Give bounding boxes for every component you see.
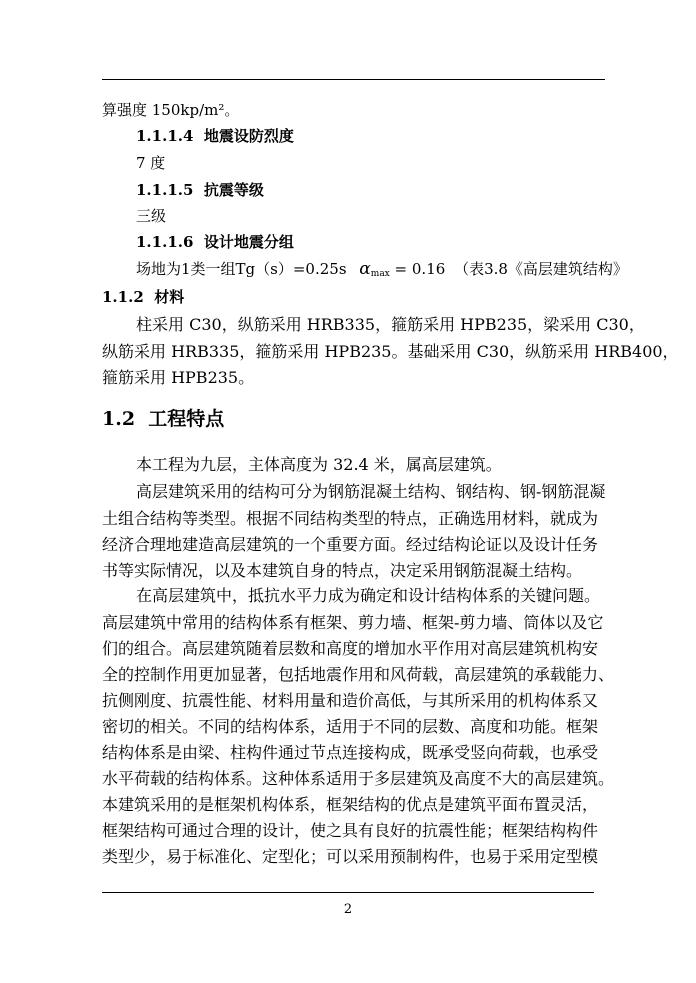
section-title: 工程特点: [148, 408, 225, 430]
header-rule: [102, 79, 605, 80]
section-number: 1.1.1.5: [136, 181, 194, 199]
paragraph-line: 经济合理地建造高层建筑的一个重要方面。经过结构论证以及设计任务: [102, 535, 599, 554]
paragraph-line: 框架结构可通过合理的设计，使之具有良好的抗震性能；框架结构构件: [102, 821, 599, 840]
paragraph-line: 类型少，易于标准化、定型化；可以采用预制构件，也易于采用定型模: [102, 847, 599, 866]
section-heading-1116: [136, 232, 294, 252]
text-line: 三级: [136, 207, 167, 225]
section-heading-1114: [136, 126, 294, 146]
alpha-value: = 0.16: [394, 260, 446, 278]
paragraph-line: 抗侧刚度、抗震性能、材料用量和造价高低，与其所采用的机构体系又: [102, 691, 599, 710]
paragraph-line: 书等实际情况，以及本建筑自身的特点，决定采用钢筋混凝土结构。: [102, 561, 583, 580]
alpha-subscript: max: [370, 269, 390, 279]
site-text: 场地为1类一组Tg（s）=0.25s: [136, 260, 347, 278]
paragraph-line: 高层建筑中常用的结构体系有框架、剪力墙、框架-剪力墙、筒体以及它: [102, 613, 604, 632]
alpha-symbol: α: [359, 259, 371, 279]
paragraph-line: 密切的相关。不同的结构体系，适用于不同的层数、高度和功能。框架: [102, 717, 599, 736]
site-reference: （表3.8《高层建筑结构》: [454, 260, 628, 278]
text-line: 箍筋采用 HPB235。: [102, 368, 255, 387]
section-title: 材料: [154, 288, 185, 306]
section-number: 1.2: [102, 408, 136, 430]
page-number: 2: [343, 902, 353, 917]
section-title: 地震设防烈度: [203, 127, 294, 145]
site-line: [136, 259, 628, 284]
paragraph-line: 本建筑采用的是框架机构体系，框架结构的优点是建筑平面布置灵活，: [102, 795, 599, 814]
paragraph-line: 全的控制作用更加显著，包括地震作用和风荷载，高层建筑的承载能力、: [102, 665, 615, 684]
section-heading-12: [102, 407, 224, 431]
section-number: 1.1.2: [102, 288, 144, 306]
section-heading-1115: [136, 180, 264, 200]
paragraph-line: 水平荷载的结构体系。这种体系适用于多层建筑及高度不大的高层建筑。: [102, 769, 615, 788]
paragraph-line: 本工程为九层，主体高度为 32.4 米，属高层建筑。: [136, 455, 502, 474]
text-line: 算强度 150kp/m²。: [102, 101, 240, 119]
footer-rule: [102, 892, 594, 893]
text-line: 柱采用 C30，纵筋采用 HRB335，箍筋采用 HPB235，梁采用 C30，: [136, 315, 645, 334]
paragraph-line: 土组合结构等类型。根据不同结构类型的特点，正确选用材料，就成为: [102, 509, 599, 528]
paragraph-line: 在高层建筑中，抵抗水平力成为确定和设计结构体系的关键问题。: [136, 586, 601, 605]
paragraph-line: 们的组合。高层建筑随着层数和高度的增加水平作用对高层建筑机构安: [102, 639, 599, 658]
text-line: 7 度: [136, 154, 166, 172]
section-title: 设计地震分组: [203, 233, 294, 251]
section-number: 1.1.1.4: [136, 127, 194, 145]
paragraph-line: 结构体系是由梁、柱构件通过节点连接构成，既承受竖向荷载，也承受: [102, 743, 599, 762]
section-title: 抗震等级: [203, 181, 264, 199]
text-line: 纵筋采用 HRB335，箍筋采用 HPB235。基础采用 C30，纵筋采用 HRB400，: [102, 342, 679, 361]
section-heading-112: [102, 287, 184, 307]
section-number: 1.1.1.6: [136, 233, 194, 251]
alpha-max-formula: [359, 260, 450, 278]
paragraph-line: 高层建筑采用的结构可分为钢筋混凝土结构、钢结构、钢-钢筋混凝: [136, 482, 606, 501]
